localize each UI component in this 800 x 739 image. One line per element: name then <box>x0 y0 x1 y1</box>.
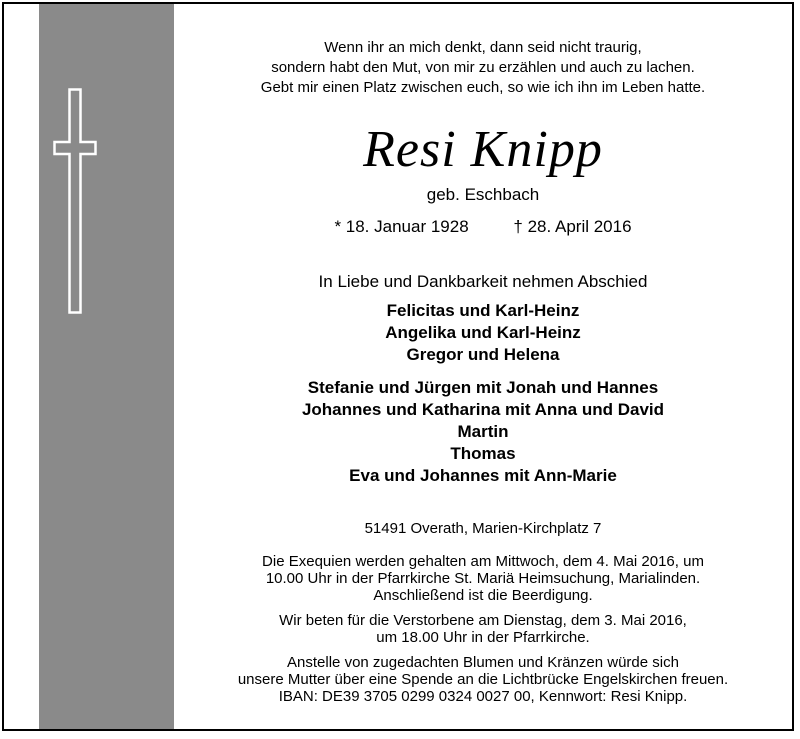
birth-date: * 18. Januar 1928 <box>334 217 469 236</box>
info-line: Wir beten für die Verstorbene am Dienstag, dem 3. Mai 2016, <box>279 612 687 629</box>
poem-line: Gebt mir einen Platz zwischen euch, so wie ich ihn im Leben hatte. <box>260 79 706 96</box>
info-line: unsere Mutter über eine Spende an die Lichtbrücke Engelskirchen freuen. <box>237 671 729 688</box>
prayer-info <box>174 612 792 646</box>
info-line: 10.00 Uhr in der Pfarrkirche St. Mariä Heimsuchung, Marialinden. <box>265 570 701 587</box>
info-line: Anstelle von zugedachten Blumen und Kränzen würde sich <box>287 654 679 671</box>
mourner-line: Johannes und Katharina mit Anna und David <box>301 400 665 419</box>
mourner-line: Gregor und Helena <box>406 345 560 364</box>
mourner-line: Eva und Johannes mit Ann-Marie <box>349 466 617 485</box>
farewell-intro: In Liebe und Dankbarkeit nehmen Abschied <box>318 272 648 291</box>
poem-line: Wenn ihr an mich denkt, dann seid nicht traurig, <box>324 39 642 56</box>
maiden-name: geb. Eschbach <box>426 185 540 204</box>
mourner-line: Thomas <box>450 444 516 463</box>
grandchildren-list <box>174 377 792 487</box>
mourner-line: Stefanie und Jürgen mit Jonah und Hannes <box>307 378 659 397</box>
children-list <box>174 300 792 366</box>
poem-line: sondern habt den Mut, von mir zu erzählen und auch zu lachen. <box>271 59 695 76</box>
cross-icon <box>53 88 97 314</box>
deceased-name: Resi Knipp <box>363 121 603 178</box>
side-band <box>39 4 174 729</box>
mourner-line: Angelika und Karl-Heinz <box>385 323 581 342</box>
memorial-poem <box>174 38 792 98</box>
life-dates <box>174 214 792 240</box>
info-line: Anschließend ist die Beerdigung. <box>373 587 593 604</box>
info-line: IBAN: DE39 3705 0299 0324 0027 00, Kennwort: Resi Knipp. <box>278 688 688 705</box>
info-line: um 18.00 Uhr in der Pfarrkirche. <box>376 629 590 646</box>
info-line: Die Exequien werden gehalten am Mittwoch, dem 4. Mai 2016, um <box>262 553 704 570</box>
mourner-line: Martin <box>457 422 509 441</box>
funeral-info <box>174 553 792 604</box>
donation-info <box>174 654 792 705</box>
family-address: 51491 Overath, Marien-Kirchplatz 7 <box>364 520 602 537</box>
notice-content <box>174 4 792 729</box>
obituary-notice <box>2 2 794 731</box>
mourner-line: Felicitas und Karl-Heinz <box>386 301 580 320</box>
death-date: † 28. April 2016 <box>513 217 632 236</box>
